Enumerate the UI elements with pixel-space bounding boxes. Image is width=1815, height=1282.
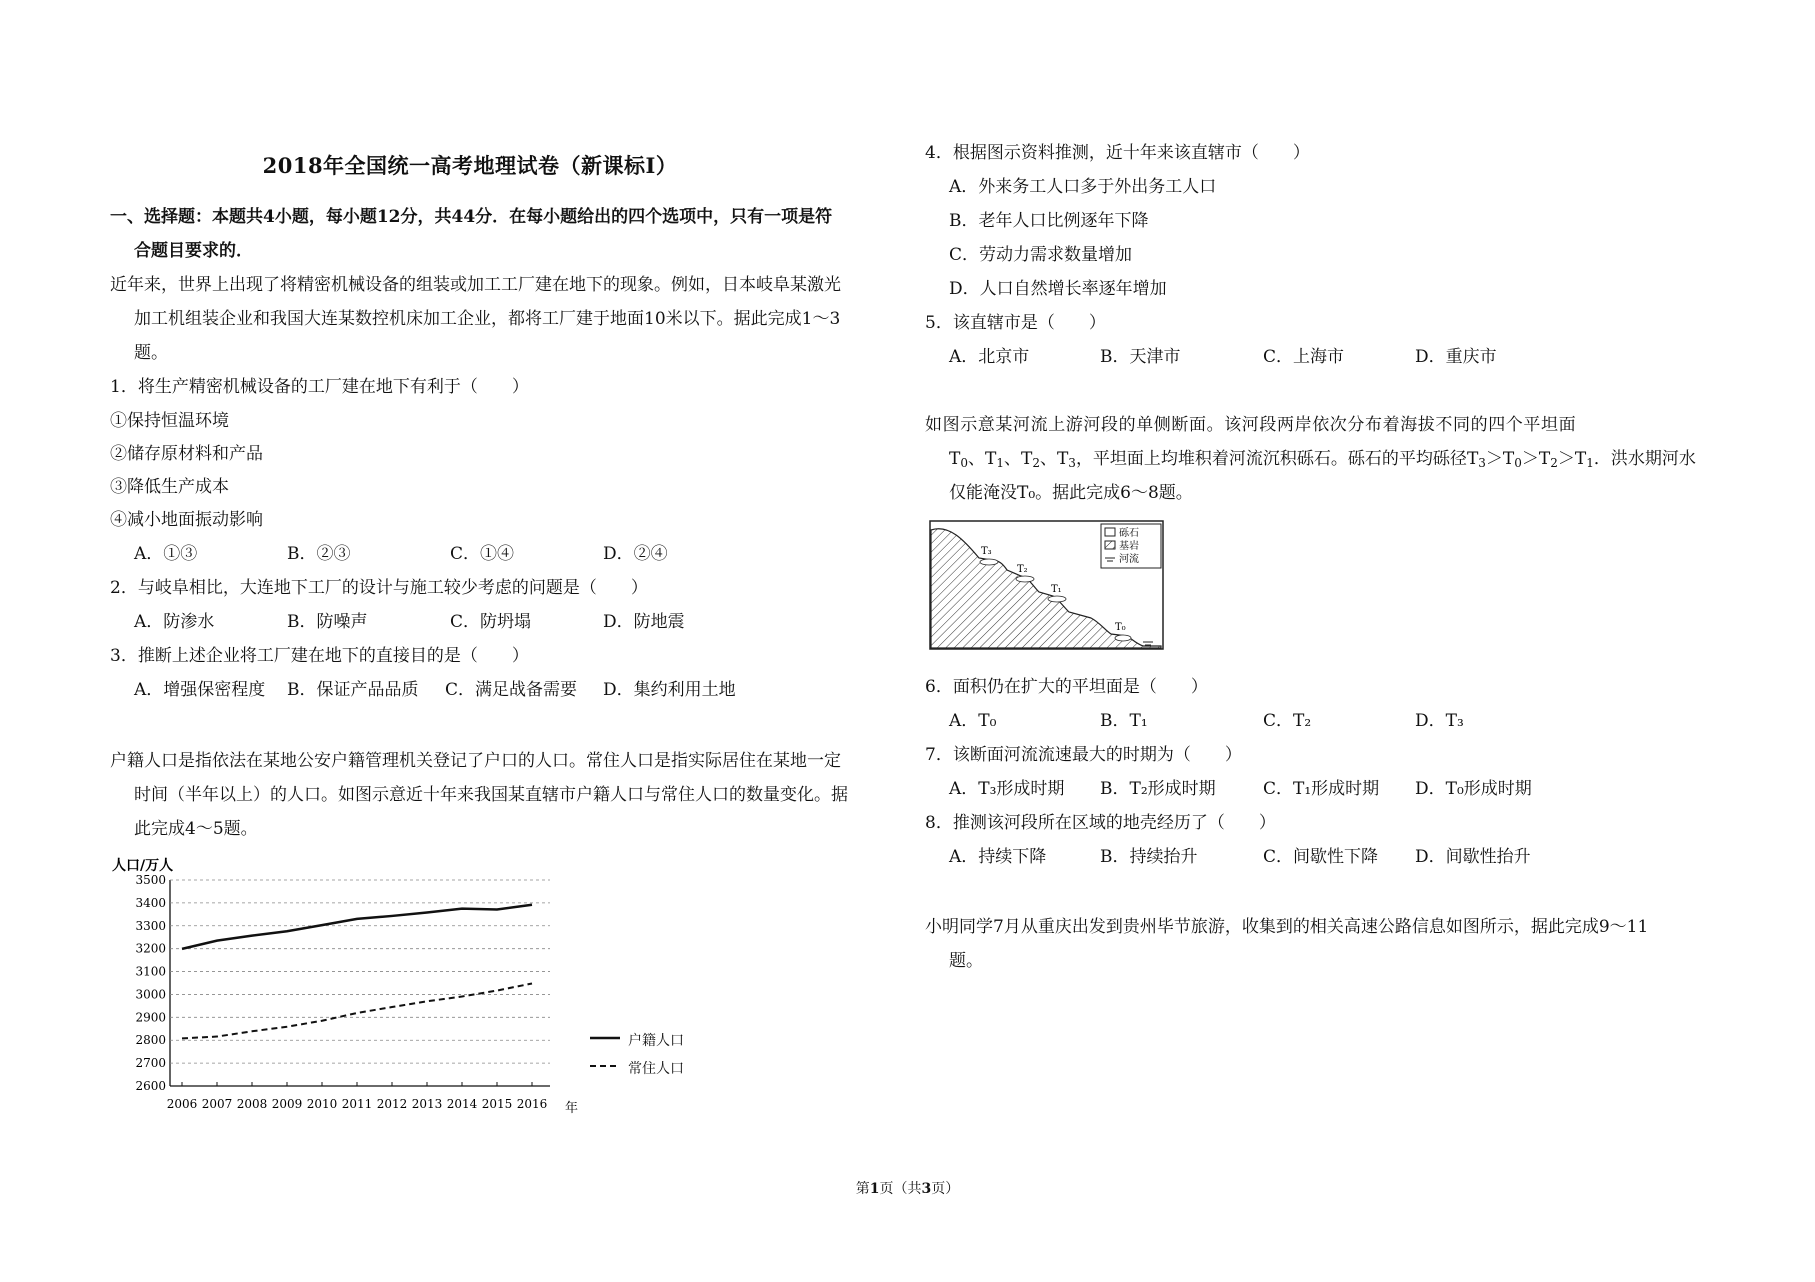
- q2-option-c[interactable]: C．防坍塌: [450, 612, 532, 632]
- chart-y-ticks: [135, 873, 166, 1093]
- x-tick-label: 2012: [376, 1097, 408, 1111]
- terrace-label-t0: T₀: [1115, 622, 1126, 633]
- q4-option-c[interactable]: C．劳动力需求数量增加: [949, 245, 1133, 265]
- x-tick-label: 2011: [341, 1097, 373, 1111]
- q8-option-c[interactable]: C．间歇性下降: [1263, 847, 1379, 867]
- q2-option-a[interactable]: A．防渗水: [134, 612, 215, 632]
- y-tick-label: 3500: [135, 873, 166, 887]
- y-tick-label: 3300: [135, 918, 166, 933]
- y-tick-label: 3100: [135, 964, 166, 979]
- population-line-chart: [110, 850, 630, 1120]
- passage3-grain-order: $T_3>T_0>T_2>T_1$: [1466, 449, 1594, 470]
- q5-option-c[interactable]: C．上海市: [1263, 347, 1345, 367]
- passage3-line2-end: ．洪水期河水: [1593, 449, 1696, 469]
- section-heading-2: 合题目要求的．: [134, 241, 253, 261]
- x-tick-label: 2016: [516, 1097, 548, 1111]
- q1-item-3: ③降低生产成本: [110, 477, 229, 497]
- page-title: 2018年全国统一高考地理试卷（新课标Ⅰ）: [262, 153, 678, 178]
- q1-item-4: ④减小地面振动影响: [110, 510, 263, 530]
- q5-stem: 5．该直辖市是（ ）: [925, 313, 1106, 333]
- q8-stem: 8．推测该河段所在区域的地壳经历了（ ）: [925, 813, 1276, 833]
- legend-gravel-label: 砾石: [1119, 528, 1139, 539]
- y-tick-label: 3400: [135, 895, 166, 910]
- q3-option-a[interactable]: A．增强保密程度: [134, 680, 266, 700]
- q1-item-2: ②储存原材料和产品: [110, 444, 263, 464]
- passage3-line3: 仅能淹没T₀。据此完成6～8题。: [949, 483, 1193, 503]
- terrace-label-t3: T₃: [981, 546, 992, 557]
- q1-stem: 1．将生产精密机械设备的工厂建在地下有利于（ ）: [110, 377, 529, 397]
- terrace-label-t2: T₂: [1017, 564, 1028, 575]
- river-terrace-diagram: [929, 520, 1169, 652]
- page-footer: [0, 1178, 1815, 1198]
- x-tick-label: 2009: [271, 1097, 303, 1111]
- y-tick-label: 3200: [135, 941, 166, 956]
- legend-gravel-icon: [1105, 528, 1115, 536]
- q7-stem: 7．该断面河流流速最大的时期为（ ）: [925, 745, 1242, 765]
- y-tick-label: 3000: [135, 987, 166, 1002]
- q2-option-d[interactable]: D．防地震: [603, 612, 685, 632]
- q5-option-a[interactable]: A．北京市: [949, 347, 1030, 367]
- footer-suffix: 页）: [931, 1181, 960, 1197]
- section-heading-1: 一、选择题：本题共4小题，每小题12分，共44分．在每小题给出的四个选项中，只有一项是符: [110, 207, 833, 227]
- x-tick-label: 2013: [411, 1097, 443, 1111]
- q1-item-1: ①保持恒温环境: [110, 411, 229, 431]
- x-tick-label: 2008: [236, 1097, 268, 1111]
- q6-option-b[interactable]: B．T₁: [1100, 711, 1148, 731]
- chart-xlabel: 年: [565, 1101, 579, 1116]
- q6-option-a[interactable]: A．T₀: [949, 711, 997, 731]
- y-tick-label: 2800: [135, 1033, 166, 1048]
- q4-stem: 4．根据图示资料推测，近十年来该直辖市（ ）: [925, 143, 1310, 163]
- passage2-line1: 户籍人口是指依法在某地公安户籍管理机关登记了户口的人口。常住人口是指实际居住在某地一定: [110, 751, 841, 771]
- q1-option-d[interactable]: D．②④: [603, 544, 668, 564]
- legend-bedrock-icon: [1105, 541, 1115, 549]
- y-tick-label: 2900: [135, 1010, 166, 1025]
- legend-label-huji: 户籍人口: [628, 1033, 684, 1049]
- series-line-changzhu: [182, 983, 532, 1038]
- passage3-line2-mid: ，平坦面上均堆积着河流沉积砾石。砾石的平均砾径: [1075, 449, 1467, 469]
- x-tick-label: 2015: [481, 1097, 513, 1111]
- q4-option-b[interactable]: B．老年人口比例逐年下降: [949, 211, 1149, 231]
- series-line-huji: [182, 905, 532, 949]
- passage2-line3: 此完成4～5题。: [134, 819, 258, 839]
- x-tick-label: 2006: [166, 1097, 198, 1111]
- q4-option-d[interactable]: D．人口自然增长率逐年增加: [949, 279, 1167, 299]
- passage1-line2: 加工机组装企业和我国大连某数控机床加工企业，都将工厂建于地面10米以下。据此完成1～3: [134, 309, 841, 329]
- q2-stem: 2．与岐阜相比，大连地下工厂的设计与施工较少考虑的问题是（ ）: [110, 578, 648, 598]
- footer-prefix: 第: [855, 1181, 870, 1197]
- q8-option-a[interactable]: A．持续下降: [949, 847, 1047, 867]
- q6-stem: 6．面积仍在扩大的平坦面是（ ）: [925, 677, 1208, 697]
- q7-option-b[interactable]: B．T₂形成时期: [1100, 779, 1216, 799]
- q6-option-c[interactable]: C．T₂: [1263, 711, 1312, 731]
- legend-river-label: 河流: [1119, 554, 1139, 565]
- terrace-label-t1: T₁: [1051, 584, 1062, 595]
- legend-bedrock-label: 基岩: [1119, 541, 1139, 552]
- footer-page-number: 1: [869, 1181, 880, 1197]
- q2-option-b[interactable]: B．防噪声: [287, 612, 368, 632]
- passage3-terraces: $T_0$、$T_1$、$T_2$、$T_3$: [949, 449, 1076, 470]
- passage3-line2: [949, 444, 1696, 470]
- q3-option-d[interactable]: D．集约利用土地: [603, 680, 736, 700]
- q8-option-b[interactable]: B．持续抬升: [1100, 847, 1198, 867]
- q5-option-b[interactable]: B．天津市: [1100, 347, 1181, 367]
- footer-mid: 页（共: [879, 1181, 922, 1197]
- q7-option-d[interactable]: D．T₀形成时期: [1415, 779, 1532, 799]
- legend-label-changzhu: 常住人口: [628, 1061, 684, 1077]
- passage1-line1: 近年来，世界上出现了将精密机械设备的组装或加工工厂建在地下的现象。例如，日本岐阜某激光: [110, 275, 841, 295]
- q8-option-d[interactable]: D．间歇性抬升: [1415, 847, 1531, 867]
- passage3-line1: 如图示意某河流上游河段的单侧断面。该河段两岸依次分布着海拔不同的四个平坦面: [925, 415, 1577, 435]
- q1-option-a[interactable]: A．①③: [134, 544, 198, 564]
- passage4-line2: 题。: [949, 951, 983, 971]
- x-tick-label: 2007: [201, 1097, 233, 1111]
- q3-option-b[interactable]: B．保证产品品质: [287, 680, 419, 700]
- x-tick-label: 2014: [446, 1097, 478, 1111]
- passage4-line1: 小明同学7月从重庆出发到贵州毕节旅游，收集到的相关高速公路信息如图所示，据此完成9～11: [925, 917, 1649, 937]
- y-tick-label: 2600: [135, 1079, 166, 1093]
- q3-stem: 3．推断上述企业将工厂建在地下的直接目的是（ ）: [110, 646, 529, 666]
- chart-legend: [590, 1038, 620, 1066]
- q4-option-a[interactable]: A．外来务工人口多于外出务工人口: [949, 177, 1217, 197]
- y-tick-label: 2700: [135, 1056, 166, 1071]
- passage1-line3: 题。: [134, 343, 168, 363]
- q7-option-a[interactable]: A．T₃形成时期: [949, 779, 1065, 799]
- q7-option-c[interactable]: C．T₁形成时期: [1263, 779, 1380, 799]
- q1-option-b[interactable]: B．②③: [287, 544, 351, 564]
- q3-option-c[interactable]: C．满足战备需要: [445, 680, 578, 700]
- x-tick-label: 2010: [306, 1097, 338, 1111]
- chart-ylabel: 人口/万人: [112, 858, 174, 874]
- chart-grid: [170, 880, 550, 1086]
- q6-option-d[interactable]: D．T₃: [1415, 711, 1464, 731]
- q5-option-d[interactable]: D．重庆市: [1415, 347, 1497, 367]
- footer-total-pages: 3: [921, 1181, 932, 1197]
- passage2-line2: 时间（半年以上）的人口。如图示意近十年来我国某直辖市户籍人口与常住人口的数量变化。据: [134, 785, 848, 805]
- q1-option-c[interactable]: C．①④: [450, 544, 515, 564]
